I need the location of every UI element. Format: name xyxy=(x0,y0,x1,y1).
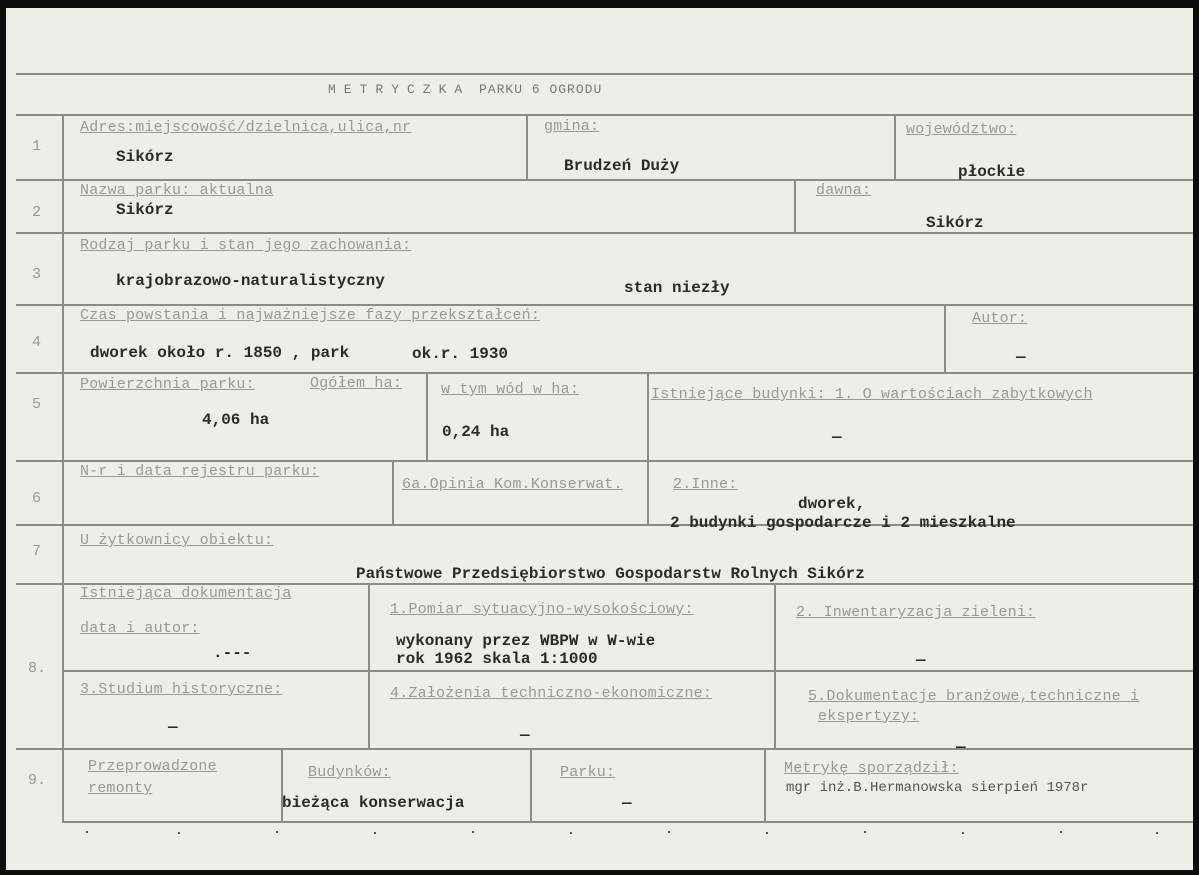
punch-mark xyxy=(1060,831,1062,833)
gmina-label: gmina: xyxy=(544,118,600,135)
row-number: 5 xyxy=(32,396,42,413)
park-type-value: krajobrazowo-naturalistyczny xyxy=(116,272,385,290)
condition-value: stan niezły xyxy=(624,279,730,297)
other-buildings-value-2: 2 budynki gospodarcze i 2 mieszkalne xyxy=(670,514,1016,532)
repairs-label: Przeprowadzone xyxy=(88,758,217,775)
park-repairs-value: — xyxy=(622,794,632,812)
branch-docs-value: — xyxy=(956,738,966,756)
other-buildings-value: dworek, xyxy=(798,495,866,513)
title-spaced: METRYCZKA xyxy=(328,82,471,97)
greenery-inventory-value: — xyxy=(916,651,926,669)
other-buildings-label: 2.Inne: xyxy=(673,476,738,493)
survey-label: 1.Pomiar sytuacyjno-wysokościowy: xyxy=(390,601,694,618)
area-label: Powierzchnia parku: xyxy=(80,376,255,393)
row-number: 4 xyxy=(32,334,42,351)
row-number: 7 xyxy=(32,543,42,560)
date-author-label: data i autor: xyxy=(80,620,200,637)
page-title xyxy=(328,82,602,97)
origin-time-value-2: ok.r. 1930 xyxy=(412,345,509,363)
voivodeship-value: płockie xyxy=(958,163,1026,181)
register-label: N-r i data rejestru parku: xyxy=(80,463,320,480)
divider xyxy=(392,460,394,526)
punch-mark xyxy=(276,831,278,833)
survey-value: wykonany przez WBPW w W-wie xyxy=(396,632,656,650)
punch-mark xyxy=(570,832,572,834)
number-column-divider xyxy=(62,114,64,823)
punch-mark xyxy=(472,831,474,833)
row-number: 6 xyxy=(32,490,42,507)
divider xyxy=(794,179,796,234)
divider xyxy=(764,748,766,823)
rule xyxy=(16,524,1193,526)
survey-value-2: rok 1962 skala 1:1000 xyxy=(396,650,598,668)
divider xyxy=(944,304,946,374)
punch-mark xyxy=(86,831,88,833)
buildings-repairs-value: bieżąca konserwacja xyxy=(282,794,465,812)
rule xyxy=(16,460,1193,462)
row-number: 8. xyxy=(28,660,47,677)
water-label: w tym wód w ha: xyxy=(441,381,580,398)
punch-mark xyxy=(374,832,376,834)
divider xyxy=(894,114,896,181)
punch-mark xyxy=(668,831,670,833)
rule xyxy=(16,114,1193,116)
author-label: Autor: xyxy=(972,310,1028,327)
prepared-by-label: Metrykę sporządził: xyxy=(784,760,959,777)
buildings-repairs-label: Budynków: xyxy=(308,764,391,781)
row-number: 9. xyxy=(28,772,47,789)
park-record-card xyxy=(6,8,1193,870)
rule xyxy=(16,748,1193,750)
rule xyxy=(62,670,1193,672)
park-repairs-label: Parku: xyxy=(560,764,616,781)
assumptions-value: — xyxy=(520,726,530,744)
divider xyxy=(526,114,528,181)
voivodeship-label: województwo: xyxy=(906,121,1017,138)
prepared-by-value: mgr inż.B.Hermanowska sierpień 1978r xyxy=(786,780,1089,796)
punch-mark xyxy=(1156,832,1158,834)
historical-study-value: — xyxy=(168,718,178,736)
conservator-opinion-label: 6a.Opinia Kom.Konserwat. xyxy=(402,476,623,493)
punch-mark xyxy=(766,832,768,834)
park-name-value: Sikórz xyxy=(116,201,174,219)
punch-mark xyxy=(178,832,180,834)
title-rest: PARKU 6 OGRODU xyxy=(479,82,603,97)
water-value: 0,24 ha xyxy=(442,423,510,441)
rule xyxy=(16,304,1193,306)
row-number: 3 xyxy=(32,266,42,283)
users-value: Państwowe Przedsiębiorstwo Gospodarstw Rolnych Sikórz xyxy=(356,565,865,583)
divider xyxy=(426,372,428,462)
assumptions-label: 4.Założenia techniczno-ekonomiczne: xyxy=(390,685,713,702)
date-author-value: .--- xyxy=(213,644,252,662)
rule-bottom xyxy=(62,821,1193,823)
branch-docs-label: 5.Dokumentacje branżowe,techniczne i xyxy=(808,688,1140,705)
row-number: 1 xyxy=(32,138,42,155)
gmina-value: Brudzeń Duży xyxy=(564,157,680,175)
park-type-label: Rodzaj parku i stan jego zachowania: xyxy=(80,237,412,254)
rule-top xyxy=(16,73,1193,75)
divider xyxy=(774,583,776,750)
row-number: 2 xyxy=(32,204,42,221)
historical-study-label: 3.Studium historyczne: xyxy=(80,681,283,698)
buildings-value: — xyxy=(832,428,842,446)
total-ha-label: Ogółem ha: xyxy=(310,375,403,392)
divider xyxy=(530,748,532,823)
punch-mark xyxy=(962,832,964,834)
divider xyxy=(647,372,649,462)
origin-time-label: Czas powstania i najważniejsze fazy przekształceń: xyxy=(80,307,541,324)
address-label: Adres:miejscowość/dzielnica,ulica,nr xyxy=(80,119,412,136)
address-value: Sikórz xyxy=(116,148,174,166)
repairs-label-2: remonty xyxy=(88,780,153,797)
buildings-label: Istniejące budynki: 1. O wartościach zabytkowych xyxy=(651,386,1093,403)
rule xyxy=(16,372,1193,374)
former-name-label: dawna: xyxy=(816,182,872,199)
origin-time-value: dworek około r. 1850 , park xyxy=(90,344,350,362)
greenery-inventory-label: 2. Inwentaryzacja zieleni: xyxy=(796,604,1036,621)
area-value: 4,06 ha xyxy=(202,411,270,429)
users-label: U żytkownicy obiektu: xyxy=(80,532,274,549)
park-name-label: Nazwa parku: aktualna xyxy=(80,182,274,199)
divider xyxy=(368,583,370,750)
author-value: — xyxy=(1016,348,1026,366)
punch-mark xyxy=(864,831,866,833)
branch-docs-label-2: ekspertyzy: xyxy=(818,708,920,725)
rule xyxy=(16,232,1193,234)
divider xyxy=(647,460,649,526)
documentation-label: Istniejąca dokumentacja xyxy=(80,585,292,602)
former-name-value: Sikórz xyxy=(926,214,984,232)
